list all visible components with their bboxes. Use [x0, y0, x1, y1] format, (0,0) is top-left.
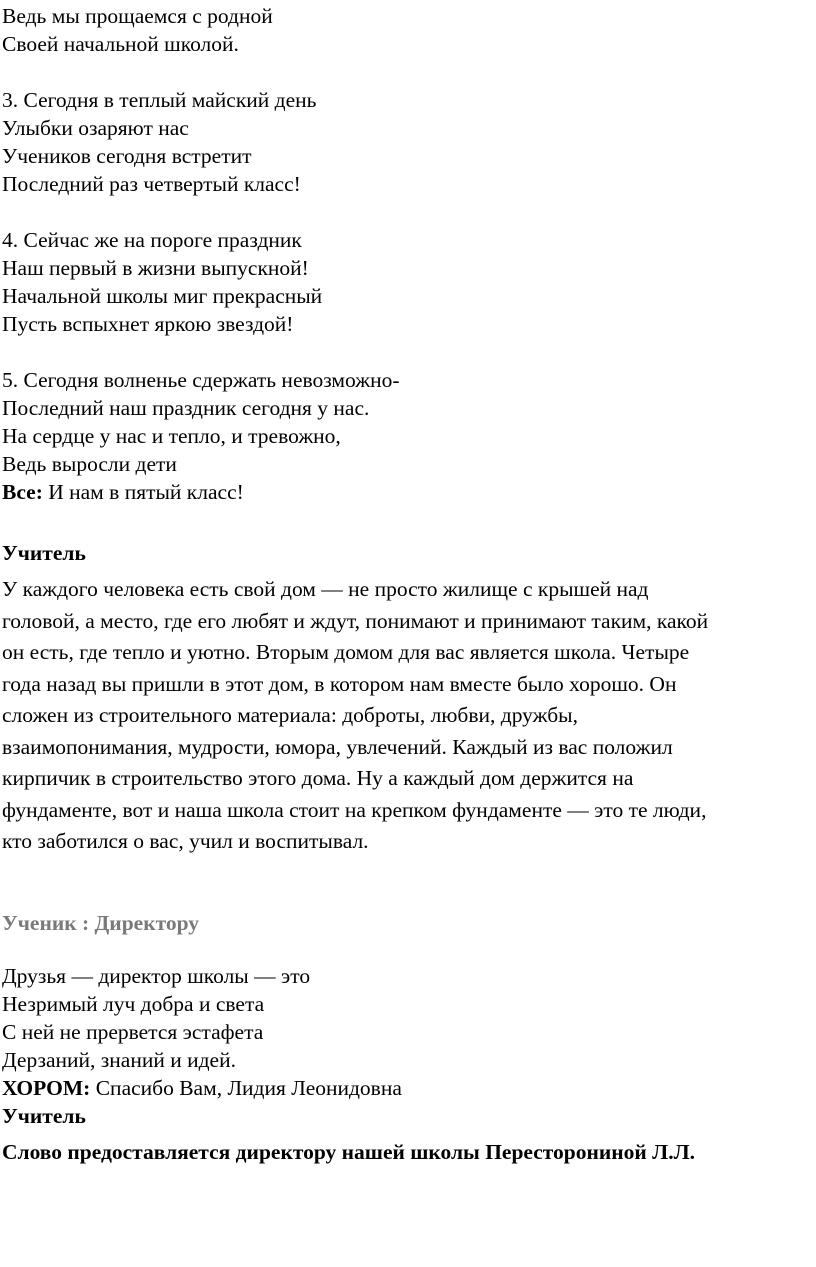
- verse-5-line-3: На сердце у нас и тепло, и тревожно,: [2, 424, 341, 448]
- chorus-text: Спасибо Вам, Лидия Леонидовна: [90, 1076, 402, 1100]
- teacher-paragraph: [2, 574, 814, 858]
- verse-director-line-4: Дерзаний, знаний и идей.: [2, 1048, 236, 1072]
- verse-top-line-2: Своей начальной школой.: [2, 32, 239, 56]
- verse-3-line-3: Учеников сегодня встретит: [2, 144, 252, 168]
- all-text: И нам в пятый класс!: [42, 480, 244, 504]
- verse-director-line-2: Незримый луч добра и света: [2, 992, 265, 1016]
- verse-5-line-4: Ведь выросли дети: [2, 452, 177, 476]
- verse-3-line-2: Улыбки озаряют нас: [2, 116, 189, 140]
- verse-5-line-2: Последний наш праздник сегодня у нас.: [2, 396, 370, 420]
- chorus-line: [2, 1074, 402, 1102]
- verse-4-line-2: Наш первый в жизни выпускной!: [2, 256, 309, 280]
- verse-3-line-4: Последний раз четвертый класс!: [2, 172, 301, 196]
- teacher-heading-1: Учитель: [2, 541, 86, 565]
- verse-director-line-1: Друзья — директор школы — это: [2, 964, 311, 988]
- teacher-paragraph-line: сложен из строительного материала: доброты, любви, дружбы,: [2, 703, 578, 727]
- all-line: [2, 478, 244, 506]
- closing-line: Слово предоставляется директору нашей школы Пересторониной Л.Л.: [2, 1140, 695, 1164]
- teacher-paragraph-line: У каждого человека есть свой дом — не просто жилище с крышей над: [2, 577, 649, 601]
- teacher-paragraph-line: кирпичик в строительство этого дома. Ну а каждый дом держится на: [2, 766, 634, 790]
- all-label: Все:: [2, 480, 43, 504]
- verse-4-line-1: 4. Сейчас же на пороге праздник: [2, 228, 302, 252]
- verse-4-line-3: Начальной школы миг прекрасный: [2, 284, 323, 308]
- teacher-paragraph-line: он есть, где тепло и уютно. Вторым домом для вас является школа. Четыре: [2, 640, 690, 664]
- teacher-paragraph-line: кто заботился о вас, учил и воспитывал.: [2, 829, 369, 853]
- verse-director-line-3: С ней не прервется эстафета: [2, 1020, 264, 1044]
- verse-3-line-1: 3. Сегодня в теплый майский день: [2, 88, 317, 112]
- teacher-paragraph-line: взаимопонимания, мудрости, юмора, увлечений. Каждый из вас положил: [2, 734, 673, 759]
- verse-4-line-4: Пусть вспыхнет яркою звездой!: [2, 312, 294, 336]
- teacher-heading-2: Учитель: [2, 1104, 86, 1128]
- teacher-paragraph-line: головой, а место, где его любят и ждут, понимают и принимают таким, какой: [2, 608, 709, 633]
- chorus-label: ХОРОМ:: [2, 1076, 91, 1100]
- student-heading: Ученик : Директору: [2, 911, 200, 935]
- teacher-paragraph-line: года назад вы пришли в этот дом, в котором нам вместе было хорошо. Он: [2, 671, 677, 696]
- verse-top-line-1: Ведь мы прощаемся с родной: [2, 4, 273, 28]
- teacher-paragraph-line: фундаменте, вот и наша школа стоит на крепком фундаменте — это те люди,: [2, 797, 707, 822]
- verse-5-line-1: 5. Сегодня волненье сдержать невозможно-: [2, 368, 400, 392]
